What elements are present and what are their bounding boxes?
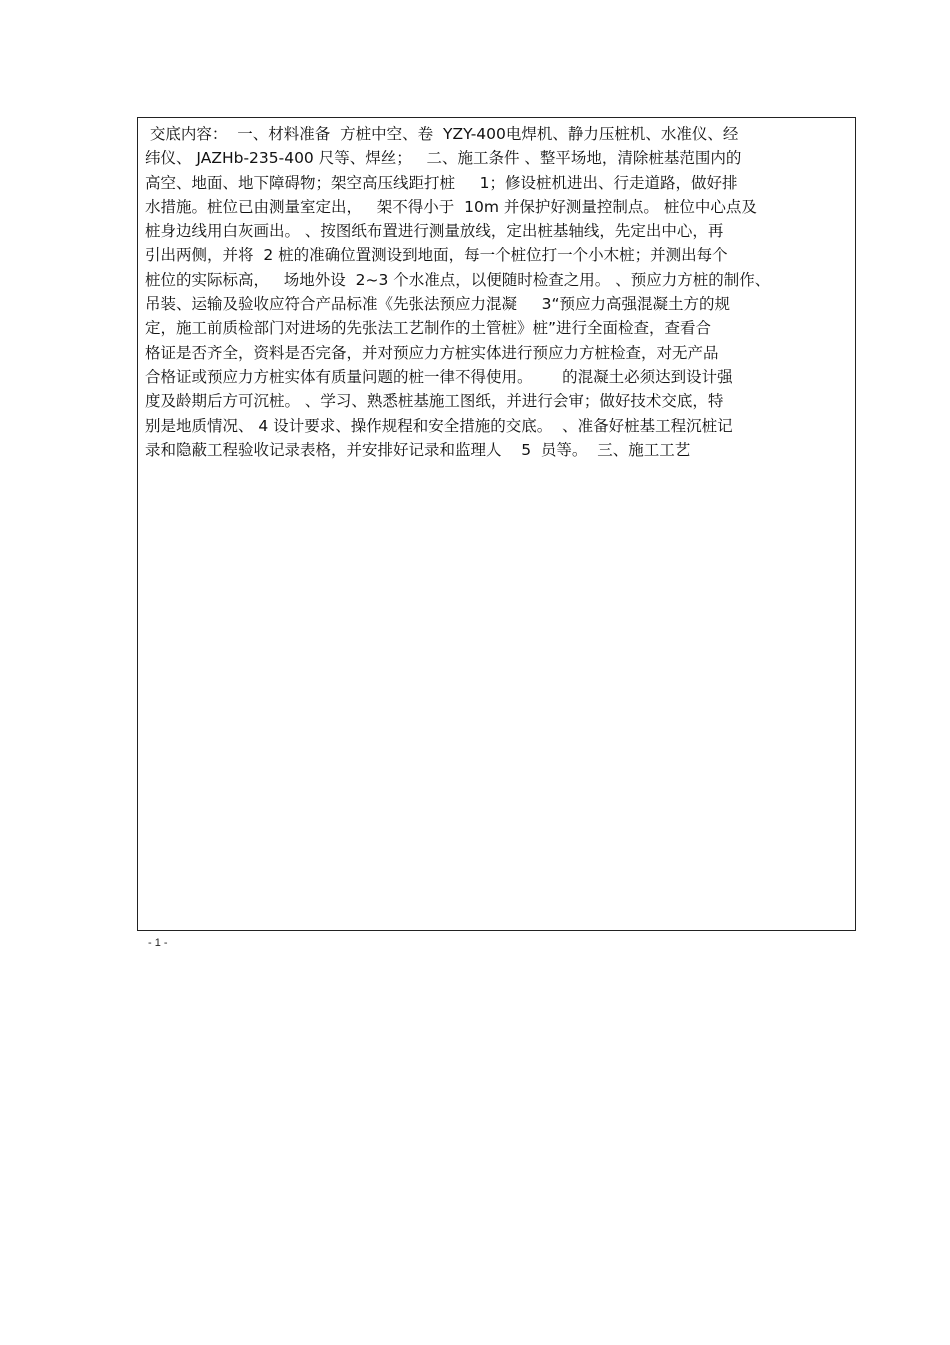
content-table-cell <box>137 117 856 931</box>
text-line: 吊装、运输及验收应符合产品标准《先张法预应力混凝 3“预应力高强混凝土方的规 <box>145 295 731 314</box>
text-line: 格证是否齐全，资料是否完备，并对预应力方桩实体进行预应力方桩检查，对无产品 <box>145 343 719 362</box>
disclosure-text-block <box>145 122 853 462</box>
text-line: 合格证或预应力方桩实体有质量问题的桩一律不得使用。 的混凝土必须达到设计强 <box>145 367 733 386</box>
text-line: 录和隐蔽工程验收记录表格，并安排好记录和监理人 5 员等。 三、施工工艺 <box>145 440 691 459</box>
text-line: 纬仪、 JAZHb-235-400 尺等、焊丝； 二、施工条件 、整平场地，清除桩基范围内的 <box>145 149 742 168</box>
text-line: 高空、地面、地下障碍物；架空高压线距打桩 1；修设桩机进出、行走道路，做好排 <box>145 173 738 192</box>
text-line: 定，施工前质检部门对进场的先张法工艺制作的土管桩》桩”进行全面检查，查看合 <box>145 319 712 338</box>
text-line: 度及龄期后方可沉桩。 、学习、熟悉桩基施工图纸，并进行会审；做好技术交底，特 <box>145 392 724 411</box>
page-number: - 1 - <box>148 937 168 949</box>
text-line: 别是地质情况、 4 设计要求、操作规程和安全措施的交底。 、准备好桩基工程沉桩记 <box>145 416 733 435</box>
text-line: 引出两侧，并将 2 桩的准确位置测设到地面，每一个桩位打一个小木桩；并测出每个 <box>145 246 728 265</box>
text-line: 水措施。桩位已由测量室定出， 架不得小于 10m 并保护好测量控制点。 桩位中心点及 <box>145 197 757 216</box>
text-line: 桩身边线用白灰画出。 、按图纸布置进行测量放线，定出桩基轴线，先定出中心，再 <box>145 222 724 241</box>
text-line: 交底内容： 一、材料准备 方桩中空、卷 YZY-400电焊机、静力压桩机、水准仪、经 <box>145 125 739 143</box>
text-line: 桩位的实际标高， 场地外设 2~3 个水准点，以便随时检查之用。 、预应力方桩的制作、 <box>145 270 771 289</box>
